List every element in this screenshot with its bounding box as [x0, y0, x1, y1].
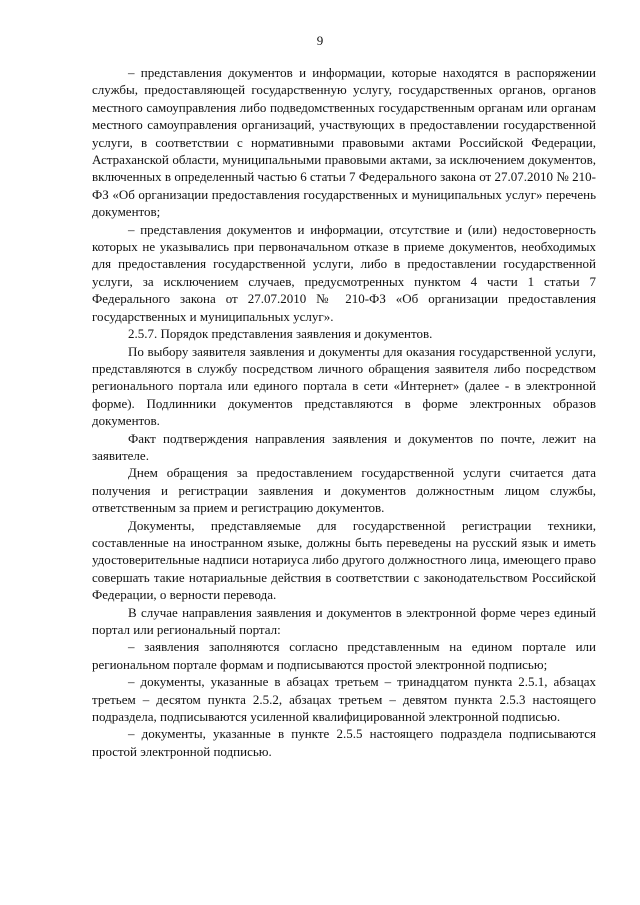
paragraph-mail-confirmation: Факт подтверждения направления заявления и документов по почте, лежит на заявителе. [92, 430, 596, 463]
paragraph-foreign-documents: Документы, представляемые для государственной регистрации техники, составленные на иностранном языке, должны быть переведены на русский язык и иметь удостоверительные надписи нотариуса либо другого должностного лица, имеющего право совершать такие нотариальные действия в соответствии с законодательством Российской Федерации, о верности перевода. [92, 517, 596, 603]
document-body [92, 64, 596, 760]
paragraph-documents-not-indicated: – представления документов и информации, отсутствие и (или) недостоверность которых не указывались при первоначальном отказе в приеме документов, необходимых для предоставления государственной услуги, либо в предоставлении государственной услуги, за исключением случаев, предусмотренных пунктом 4 части 1 статьи 7 Федерального закона от 27.07.2010 № 210-ФЗ «Об организации предоставления государственных и муниципальных услуг». [92, 221, 596, 324]
paragraph-simple-signature-2-5-5: – документы, указанные в пункте 2.5.5 настоящего подраздела подписываются простой электронной подписью. [92, 726, 596, 759]
paragraph-simple-signature-forms: – заявления заполняются согласно представленным на едином портале или региональном портале формам и подписываются простой электронной подписью; [92, 639, 596, 672]
paragraph-qualified-signature: – документы, указанные в абзацах третьем – тринадцатом пункта 2.5.1, абзацах третьем – десятом пункта 2.5.2, абзацах третьем – девятом пункта 2.5.3 настоящего подраздела, подписываются усиленной квалифицированной электронной подписью. [92, 674, 596, 725]
paragraph-electronic-submission: В случае направления заявления и документов в электронной форме через единый портал или региональный портал: [92, 604, 596, 637]
paragraph-documents-in-possession: – представления документов и информации, которые находятся в распоряжении службы, предоставляющей государственную услугу, государственных органов, органов местного самоуправления либо подведомственных государственным органам или органам местного самоуправления организаций, участвующих в предоставлении государственной услуги, в соответствии с нормативными правовыми актами Российской Федерации, Астраханской области, муниципальными правовыми актами, за исключением документов, включенных в определенный частью 6 статьи 7 Федерального закона от 27.07.2010 № 210-ФЗ «Об организации предоставления государственных и муниципальных услуг» перечень документов; [92, 65, 596, 220]
paragraph-application-date: Днем обращения за предоставлением государственной услуги считается дата получения и регистрации заявления и документов должностным лицом службы, ответственным за прием и регистрацию документов. [92, 465, 596, 516]
section-heading-2-5-7: 2.5.7. Порядок представления заявления и документов. [128, 326, 433, 342]
page-number: 9 [316, 33, 324, 48]
paragraph-submission-choice: По выбору заявителя заявления и документы для оказания государственной услуги, представляются в службу посредством личного обращения заявителя либо посредством регионального портала или единого портала в сети «Интернет» (далее - в электронной форме). Подлинники документов представляются в форме электронных образов документов. [92, 343, 596, 429]
